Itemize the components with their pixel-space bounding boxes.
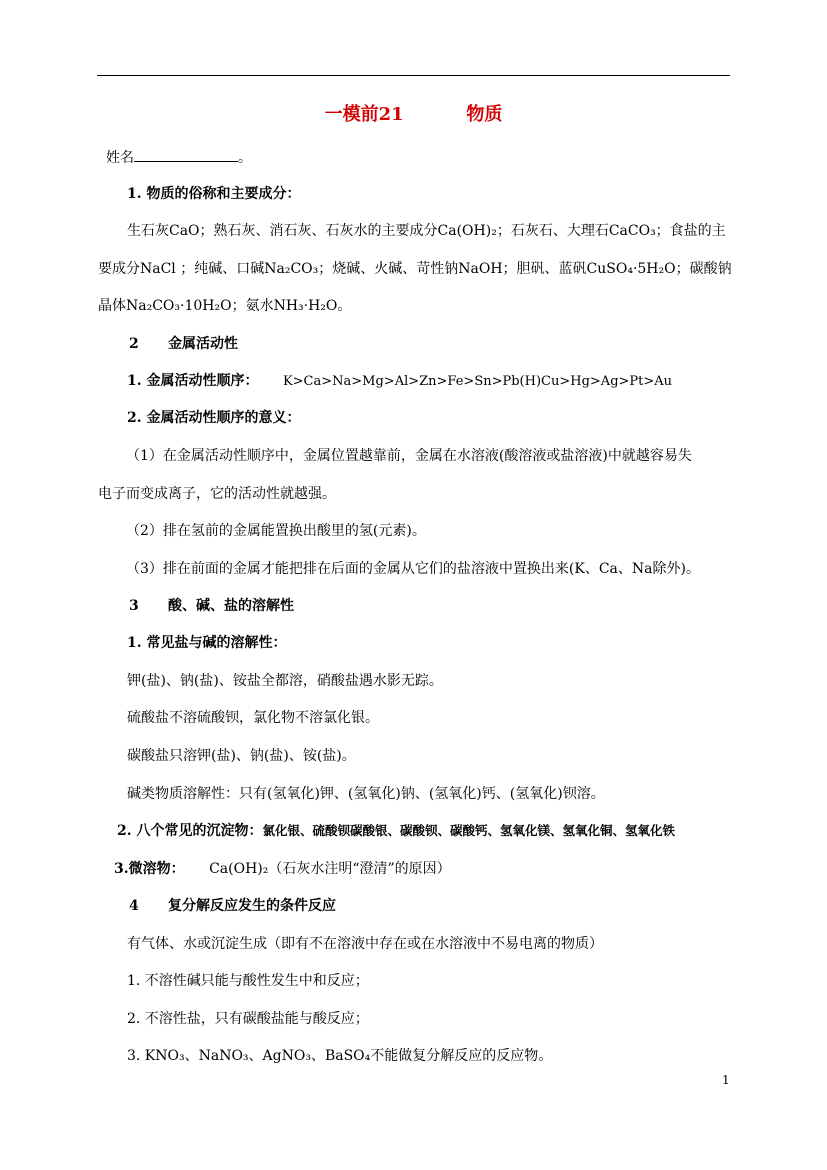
activity-series-label: 1. 金属活动性顺序： (127, 373, 259, 389)
section-3-1-heading: 1. 常见盐与碱的溶解性： (127, 635, 287, 651)
precipitates-label: 2. 八个常见的沉淀物： (117, 823, 263, 839)
paragraph-line: 电子而变成离子，它的活动性就越强。 (98, 486, 336, 502)
section-1-heading: 1. 物质的俗称和主要成分： (127, 186, 301, 202)
name-blank (134, 147, 238, 162)
paragraph-line: 钾(盐)、钠(盐)、铵盐全都溶，硝酸盐遇水影无踪。 (127, 673, 443, 689)
paragraph-line: 生石灰CaO；熟石灰、消石灰、石灰水的主要成分Ca(OH)₂；石灰石、大理石CaCO₃；食盐的主 (127, 223, 726, 239)
activity-series-line (127, 371, 672, 392)
name-field-line (106, 147, 252, 168)
section-2-heading: 2 金属活动性 (129, 336, 238, 352)
paragraph-line: 碳酸盐只溶钾(盐)、钠(盐)、铵(盐)。 (127, 748, 356, 764)
precipitates-line (117, 821, 675, 841)
paragraph-line: 晶体Na₂CO₃·10H₂O；氨水NH₃·H₂O。 (98, 298, 352, 314)
header-rule (97, 75, 730, 76)
slightly-soluble-line (114, 859, 451, 879)
section-2-2-heading: 2. 金属活动性顺序的意义： (127, 410, 301, 426)
section-3-heading: 3 酸、碱、盐的溶解性 (129, 598, 294, 614)
precipitates-value: 氯化银、硫酸钡碳酸银、碳酸钡、碳酸钙、氢氧化镁、氢氧化铜、氢氧化铁 (262, 823, 676, 838)
paragraph-line: （2）排在氢前的金属能置换出酸里的氢(元素)。 (126, 523, 426, 539)
paragraph-line: 有气体、水或沉淀生成（即有不在溶液中存在或在水溶液中不易电离的物质） (127, 936, 603, 952)
paragraph-line: 碱类物质溶解性：只有(氢氧化)钾、(氢氧化)钠、(氢氧化)钙、(氢氧化)钡溶。 (127, 786, 605, 802)
paragraph-line: 2. 不溶性盐，只有碳酸盐能与酸反应； (127, 1011, 369, 1027)
slightly-soluble-value: Ca(OH)₂（石灰水注明“澄清”的原因） (209, 861, 451, 877)
section-4-heading: 4 复分解反应发生的条件反应 (129, 898, 336, 914)
page-title: 一模前21 物质 (324, 104, 503, 125)
paragraph-line: 3. KNO₃、NaNO₃、AgNO₃、BaSO₄不能做复分解反应的反应物。 (127, 1048, 553, 1064)
paragraph-line: 要成分NaCl ；纯碱、口碱Na₂CO₃；烧碱、火碱、苛性钠NaOH；胆矾、蓝矾CuSO₄·5H₂O；碳酸钠 (98, 261, 732, 277)
name-label: 姓名 (106, 150, 134, 166)
activity-series-value: K>Ca>Na>Mg>Al>Zn>Fe>Sn>Pb(H)Cu>Hg>Ag>Pt>Au (282, 374, 673, 389)
paragraph-line: 1. 不溶性碱只能与酸性发生中和反应； (127, 973, 369, 989)
page-number: 1 (722, 1073, 730, 1087)
slightly-soluble-label: 3.微溶物： (114, 861, 185, 877)
paragraph-line: （3）排在前面的金属才能把排在后面的金属从它们的盐溶液中置换出来(K、Ca、Na除外)。 (126, 561, 700, 577)
name-end: 。 (238, 150, 252, 166)
paragraph-line: （1）在金属活动性顺序中，金属位置越靠前，金属在水溶液(酸溶液或盐溶液)中就越容易失 (126, 448, 692, 464)
paragraph-line: 硫酸盐不溶硫酸钡，氯化物不溶氯化银。 (127, 710, 379, 726)
